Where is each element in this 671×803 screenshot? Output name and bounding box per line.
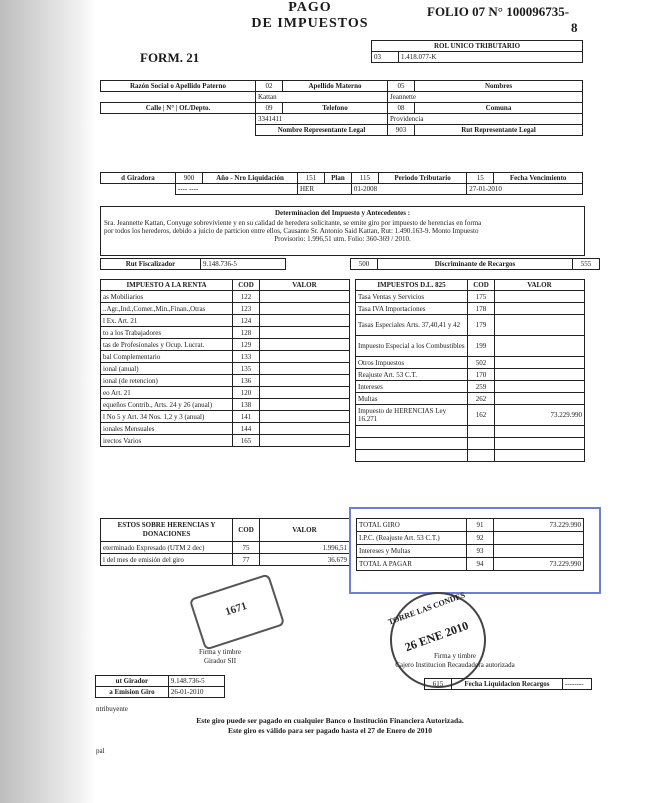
code-900: 900 — [176, 173, 203, 184]
bank-stamp-title: TORRE LAS CONDES — [386, 590, 467, 627]
herencias-row-cod: 75 — [233, 542, 260, 554]
calle-label: Calle | N° | Of./Depto. — [101, 103, 256, 114]
dl825-row-cod: 199 — [468, 336, 495, 357]
table-row — [357, 532, 584, 545]
table-row — [101, 399, 350, 411]
herencias-title — [101, 519, 233, 542]
table-row — [101, 315, 350, 327]
determination-title: Determinacion del Impuesto y Antecedentes : — [274, 209, 411, 217]
herencias-table — [100, 518, 350, 566]
dl825-row-valor — [495, 303, 585, 315]
emision-value: 26-01-2010 — [168, 687, 224, 698]
code-115: 115 — [351, 173, 378, 184]
fecha-venc-value: 27-01-2010 — [467, 184, 583, 195]
dl825-row-valor — [495, 381, 585, 393]
totals-row-cod: 91 — [467, 519, 494, 532]
left-signature-label-1: Firma y timbre — [199, 648, 241, 656]
rut-girador-value: 9.148.736-5 — [168, 676, 224, 687]
table-row — [356, 426, 585, 438]
herencias-row-valor: 1.996,51 — [260, 542, 350, 554]
dl825-row-label: Tasas Especiales Arts. 37,40,41 y 42 — [356, 315, 468, 336]
dl825-row-valor — [495, 393, 585, 405]
totals-row-label: TOTAL A PAGAR — [357, 558, 467, 571]
left-signature-label-2: Girador SII — [203, 657, 237, 665]
rep-label: Nombre Representante Legal — [256, 125, 388, 136]
materno-value: Kattan — [256, 92, 388, 103]
rut-fisc-value: 9.148.736-5 — [201, 259, 286, 270]
dl825-row-label: Impuesto Especial a los Combustibles — [356, 336, 468, 357]
dl825-row-valor — [495, 291, 585, 303]
renta-row-cod: 165 — [233, 435, 260, 447]
dl825-cod-header: COD — [468, 280, 495, 291]
table-row — [356, 357, 585, 369]
renta-row-label: ionales Mensuales — [101, 423, 233, 435]
renta-table — [100, 279, 350, 447]
telefono-label: Telefono — [283, 103, 388, 114]
dl825-row-cod: 178 — [468, 303, 495, 315]
dl825-row-valor — [495, 357, 585, 369]
code-151: 151 — [298, 173, 325, 184]
totals-row-cod: 94 — [467, 558, 494, 571]
comuna-value: Providencia — [388, 114, 583, 125]
dl825-row-cod: 162 — [468, 405, 495, 426]
folio-number: 100096735- — [506, 4, 570, 19]
dl825-table — [355, 279, 585, 462]
determination-line-2: por todos los herederos, debido a juicio de particion entre ellos, Causante Sr. Antonio Said Kattan, Rut: 1.490.163-9. Monto Impuesto — [104, 227, 479, 235]
dl825-row-valor — [495, 315, 585, 336]
dl825-row-cod: 179 — [468, 315, 495, 336]
herencias-valor-header: VALOR — [260, 519, 350, 542]
totals-row-label: TOTAL GIRO — [357, 519, 467, 532]
renta-row-label: ional (de retencion) — [101, 375, 233, 387]
dl825-row-label: Impuesto de HERENCIAS Ley 16.271 — [356, 405, 468, 426]
folio-label: FOLIO 07 N° — [427, 4, 503, 19]
herencias-title-1: ESTOS SOBRE HERENCIAS Y — [117, 521, 216, 529]
totals-row-valor — [494, 545, 584, 558]
renta-row-label: irectos Varios — [101, 435, 233, 447]
herencias-cod-header: COD — [233, 519, 260, 542]
table-row — [101, 339, 350, 351]
dl825-row-cod: 259 — [468, 381, 495, 393]
payment-note-1: Este giro puede ser pagado en cualquier Banco o Institución Financiera Autorizada. — [196, 716, 464, 725]
renta-cod-header: COD — [233, 280, 260, 291]
totals-row-valor — [494, 532, 584, 545]
payment-note-2: Este giro es válido para ser pagado hasta el 27 de Enero de 2010 — [228, 726, 432, 735]
renta-valor-header: VALOR — [260, 280, 350, 291]
renta-row-cod: 144 — [233, 423, 260, 435]
table-row — [101, 351, 350, 363]
liq-recargos-label: Fecha Liquidacion Recargos — [452, 679, 563, 690]
comuna-label: Comuna — [415, 103, 583, 114]
table-row — [101, 411, 350, 423]
dl825-row-label: Multas — [356, 393, 468, 405]
code-05: 05 — [388, 81, 415, 92]
herencias-title-2: DONACIONES — [142, 530, 191, 538]
rut-box — [371, 40, 583, 63]
code-15: 15 — [467, 173, 494, 184]
code-615: 615 — [425, 679, 452, 690]
table-row — [356, 405, 585, 426]
renta-row-label: ional (anual) — [101, 363, 233, 375]
table-row — [101, 303, 350, 315]
dl825-row-cod: 262 — [468, 393, 495, 405]
telefono-value: 3341411 — [256, 114, 388, 125]
girador-footer-table — [95, 675, 225, 698]
table-row — [356, 315, 585, 336]
folio — [427, 4, 569, 20]
nombres-label: Nombres — [415, 81, 583, 92]
folio-suffix: 8 — [571, 20, 578, 35]
code-09: 09 — [256, 103, 283, 114]
totals-table — [356, 518, 584, 571]
left-signature — [150, 648, 290, 666]
code-903: 903 — [388, 125, 415, 136]
periodo-label: Periodo Tributario — [378, 173, 466, 184]
renta-row-cod: 124 — [233, 315, 260, 327]
scan-shadow-edge — [0, 0, 96, 803]
renta-row-label: to a los Trabajadores — [101, 327, 233, 339]
liq-recargos-dashes: -------- — [562, 679, 591, 690]
table-row — [356, 336, 585, 357]
table-row — [101, 554, 350, 566]
razon-label: Razón Social o Apellido Paterno — [101, 81, 256, 92]
dl825-valor-header: VALOR — [495, 280, 585, 291]
table-row — [101, 363, 350, 375]
page-title — [250, 0, 370, 32]
table-row — [101, 387, 350, 399]
table-row — [356, 303, 585, 315]
table-row — [101, 291, 350, 303]
bottom-fragment: pal — [96, 747, 105, 755]
code-555: 555 — [573, 259, 600, 270]
renta-row-cod: 128 — [233, 327, 260, 339]
title-line-1: PAGO — [288, 0, 332, 15]
dl825-row-label: Tasa Ventas y Servicios — [356, 291, 468, 303]
determination-box — [100, 206, 585, 256]
renta-title: IMPUESTO A LA RENTA — [101, 280, 233, 291]
renta-row-label: ..Agr.,Ind.,Comer.,Min.,Finan.,Otras — [101, 303, 233, 315]
emision-label: a Emision Giro — [96, 687, 169, 698]
recargos-footer-table — [424, 678, 592, 690]
table-row — [356, 450, 585, 462]
determination-line-1: Sra. Jeannette Kattan, Conyuge sobreviviente y en su calidad de heredera solicitante, se emite giro por impuesto de herencias en forma — [104, 219, 482, 227]
liquidation-table — [100, 172, 583, 195]
form-number: FORM. 21 — [140, 50, 200, 65]
anio-label: Año - Nro Liquidación — [203, 173, 298, 184]
renta-row-label: as Mobiliarios — [101, 291, 233, 303]
table-row — [101, 327, 350, 339]
dl825-row-valor — [495, 369, 585, 381]
plan-value: HER — [298, 184, 352, 195]
determination-line-3: Provisorio: 1.996,51 utm. Folio: 360-369 / 2010. — [274, 235, 411, 243]
liquidation-dashes: ---- ---- — [176, 184, 298, 195]
rut-rep-label: Rut Representante Legal — [415, 125, 583, 136]
renta-row-cod: 133 — [233, 351, 260, 363]
renta-row-label: equeños Contrib., Arts. 24 y 26 (anual) — [101, 399, 233, 411]
fecha-venc-label: Fecha Vencimiento — [494, 173, 583, 184]
renta-row-cod: 122 — [233, 291, 260, 303]
left-stamp — [189, 573, 286, 650]
table-row — [356, 369, 585, 381]
renta-row-cod: 141 — [233, 411, 260, 423]
totals-row-label: I.P.C. (Reajuste Art. 53 C.T.) — [357, 532, 467, 545]
renta-row-cod: 135 — [233, 363, 260, 375]
rut-code: 03 — [372, 52, 399, 63]
identification-table — [100, 80, 583, 136]
renta-row-cod: 129 — [233, 339, 260, 351]
herencias-row-valor: 36.679 — [260, 554, 350, 566]
periodo-value: 01-2008 — [351, 184, 466, 195]
totals-row-label: Intereses y Multas — [357, 545, 467, 558]
right-signature-label-2: Cajero Institucion Recaudadora autorizada — [395, 661, 515, 669]
renta-row-cod: 136 — [233, 375, 260, 387]
table-row — [356, 438, 585, 450]
dl825-row-label: Otros Impuestos — [356, 357, 468, 369]
table-row — [356, 291, 585, 303]
herencias-row-label: eterminado Expresado (UTM 2 dec) — [101, 542, 233, 554]
contribuyente-label: ntribuyente — [96, 705, 128, 713]
dl825-title: IMPUESTOS D.L. 825 — [356, 280, 468, 291]
renta-row-cod: 123 — [233, 303, 260, 315]
rut-girador-label: ut Girador — [96, 676, 169, 687]
dl825-row-cod: 502 — [468, 357, 495, 369]
fiscalizador-table — [100, 258, 600, 270]
renta-row-cod: 120 — [233, 387, 260, 399]
herencias-row-label: l del mes de emisión del giro — [101, 554, 233, 566]
renta-row-cod: 138 — [233, 399, 260, 411]
materno-label: Apellido Materno — [283, 81, 388, 92]
dl825-row-label: Tasa IVA Importaciones — [356, 303, 468, 315]
dl825-row-cod: 170 — [468, 369, 495, 381]
totals-row-cod: 92 — [467, 532, 494, 545]
rut-value: 1.418.077-K — [399, 52, 583, 63]
table-row — [101, 435, 350, 447]
renta-row-label: bal Complementario — [101, 351, 233, 363]
table-row — [356, 381, 585, 393]
table-row — [101, 423, 350, 435]
totals-row-valor: 73.229.990 — [494, 558, 584, 571]
dl825-row-label: Reajuste Art. 53 C.T. — [356, 369, 468, 381]
recargo-label: Discriminante de Recargos — [378, 259, 573, 270]
left-stamp-text: 1671 — [223, 600, 249, 619]
herencias-row-cod: 77 — [233, 554, 260, 566]
code-08: 08 — [388, 103, 415, 114]
plan-label: Plan — [325, 173, 352, 184]
table-row — [357, 558, 584, 571]
table-row — [101, 542, 350, 554]
title-line-2: DE IMPUESTOS — [251, 16, 369, 31]
table-row — [101, 375, 350, 387]
totals-row-valor: 73.229.990 — [494, 519, 584, 532]
table-row — [357, 519, 584, 532]
totals-row-cod: 93 — [467, 545, 494, 558]
dl825-row-cod: 175 — [468, 291, 495, 303]
renta-row-label: eo Art. 21 — [101, 387, 233, 399]
dl825-row-valor — [495, 336, 585, 357]
right-signature — [370, 652, 540, 670]
rut-fisc-label: Rut Fiscalizador — [101, 259, 201, 270]
code-02: 02 — [256, 81, 283, 92]
renta-row-label: l No 5 y Art. 34 Nos. 1,2 y 3 (anual) — [101, 411, 233, 423]
renta-row-label: tas de Profesionales y Ocup. Lucrat. — [101, 339, 233, 351]
payment-notes — [140, 716, 520, 736]
dl825-row-valor: 73.229.990 — [495, 405, 585, 426]
dl825-row-label: Intereses — [356, 381, 468, 393]
rut-title: ROL UNICO TRIBUTARIO — [372, 41, 583, 52]
bank-stamp-date: 26 ENE 2010 — [402, 618, 471, 655]
renta-row-label: l Ex. Art. 21 — [101, 315, 233, 327]
table-row — [357, 545, 584, 558]
girador-label: d Giradora — [101, 173, 176, 184]
right-signature-label-1: Firma y timbre — [434, 652, 476, 660]
code-500: 500 — [351, 259, 378, 270]
nombres-value: Jeannette — [388, 92, 583, 103]
table-row — [356, 393, 585, 405]
